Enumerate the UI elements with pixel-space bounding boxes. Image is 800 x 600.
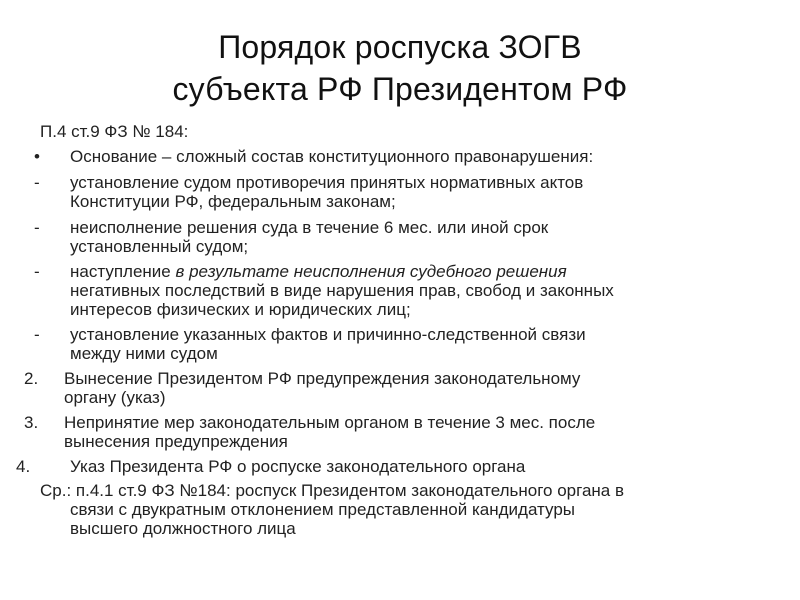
dash-item-4-line-1: установление указанных фактов и причинно-следственной связи [70,325,586,344]
dash-item-3-italic: в результате неисполнения судебного решения [175,262,567,281]
slide-title [0,26,800,110]
dash-item-3-line-2: негативных последствий в виде нарушения прав, свобод и законных [70,281,614,300]
numbered-3-line-2: вынесения предупреждения [64,432,288,451]
dash-item-1-line-1: установление судом противоречия принятых нормативных актов [70,173,584,192]
dash-item-3-lead: наступление [70,262,176,281]
dash-marker: - [34,325,40,344]
list-number: 2. [24,369,39,388]
bullet-marker: • [34,147,40,166]
list-number: 3. [24,413,39,432]
dash-item-2-line-2: установленный судом; [70,237,249,256]
list-number: 4. [16,457,31,476]
dash-marker: - [34,262,40,281]
compare-line-1: Ср.: п.4.1 ст.9 ФЗ №184: роспуск Президентом законодательного органа в [40,481,625,500]
numbered-2-line-2: органу (указ) [64,388,166,407]
dash-item-3-line-1 [70,262,567,281]
dash-item-1-line-2: Конституции РФ, федеральным законам; [70,192,396,211]
dash-item-2-line-1: неисполнение решения суда в течение 6 мес. или иной срок [70,218,549,237]
dash-marker: - [34,173,40,192]
law-reference: П.4 ст.9 ФЗ № 184: [40,122,189,141]
numbered-4-line-1: Указ Президента РФ о роспуске законодательного органа [70,457,526,476]
title-line-1: Порядок роспуска ЗОГВ [218,29,582,65]
dash-item-4-line-2: между ними судом [70,344,218,363]
title-line-2: субъекта РФ Президентом РФ [172,71,628,107]
numbered-3-line-1: Непринятие мер законодательным органом в течение 3 мес. после [64,413,596,432]
bullet-text: Основание – сложный состав конституционного правонарушения: [70,147,594,166]
numbered-2-line-1: Вынесение Президентом РФ предупреждения законодательному [64,369,581,388]
dash-item-3-line-3: интересов физических и юридических лиц; [70,300,411,319]
compare-line-3: высшего должностного лица [70,519,296,538]
compare-line-2: связи с двукратным отклонением представленной кандидатуры [70,500,575,519]
dash-marker: - [34,218,40,237]
